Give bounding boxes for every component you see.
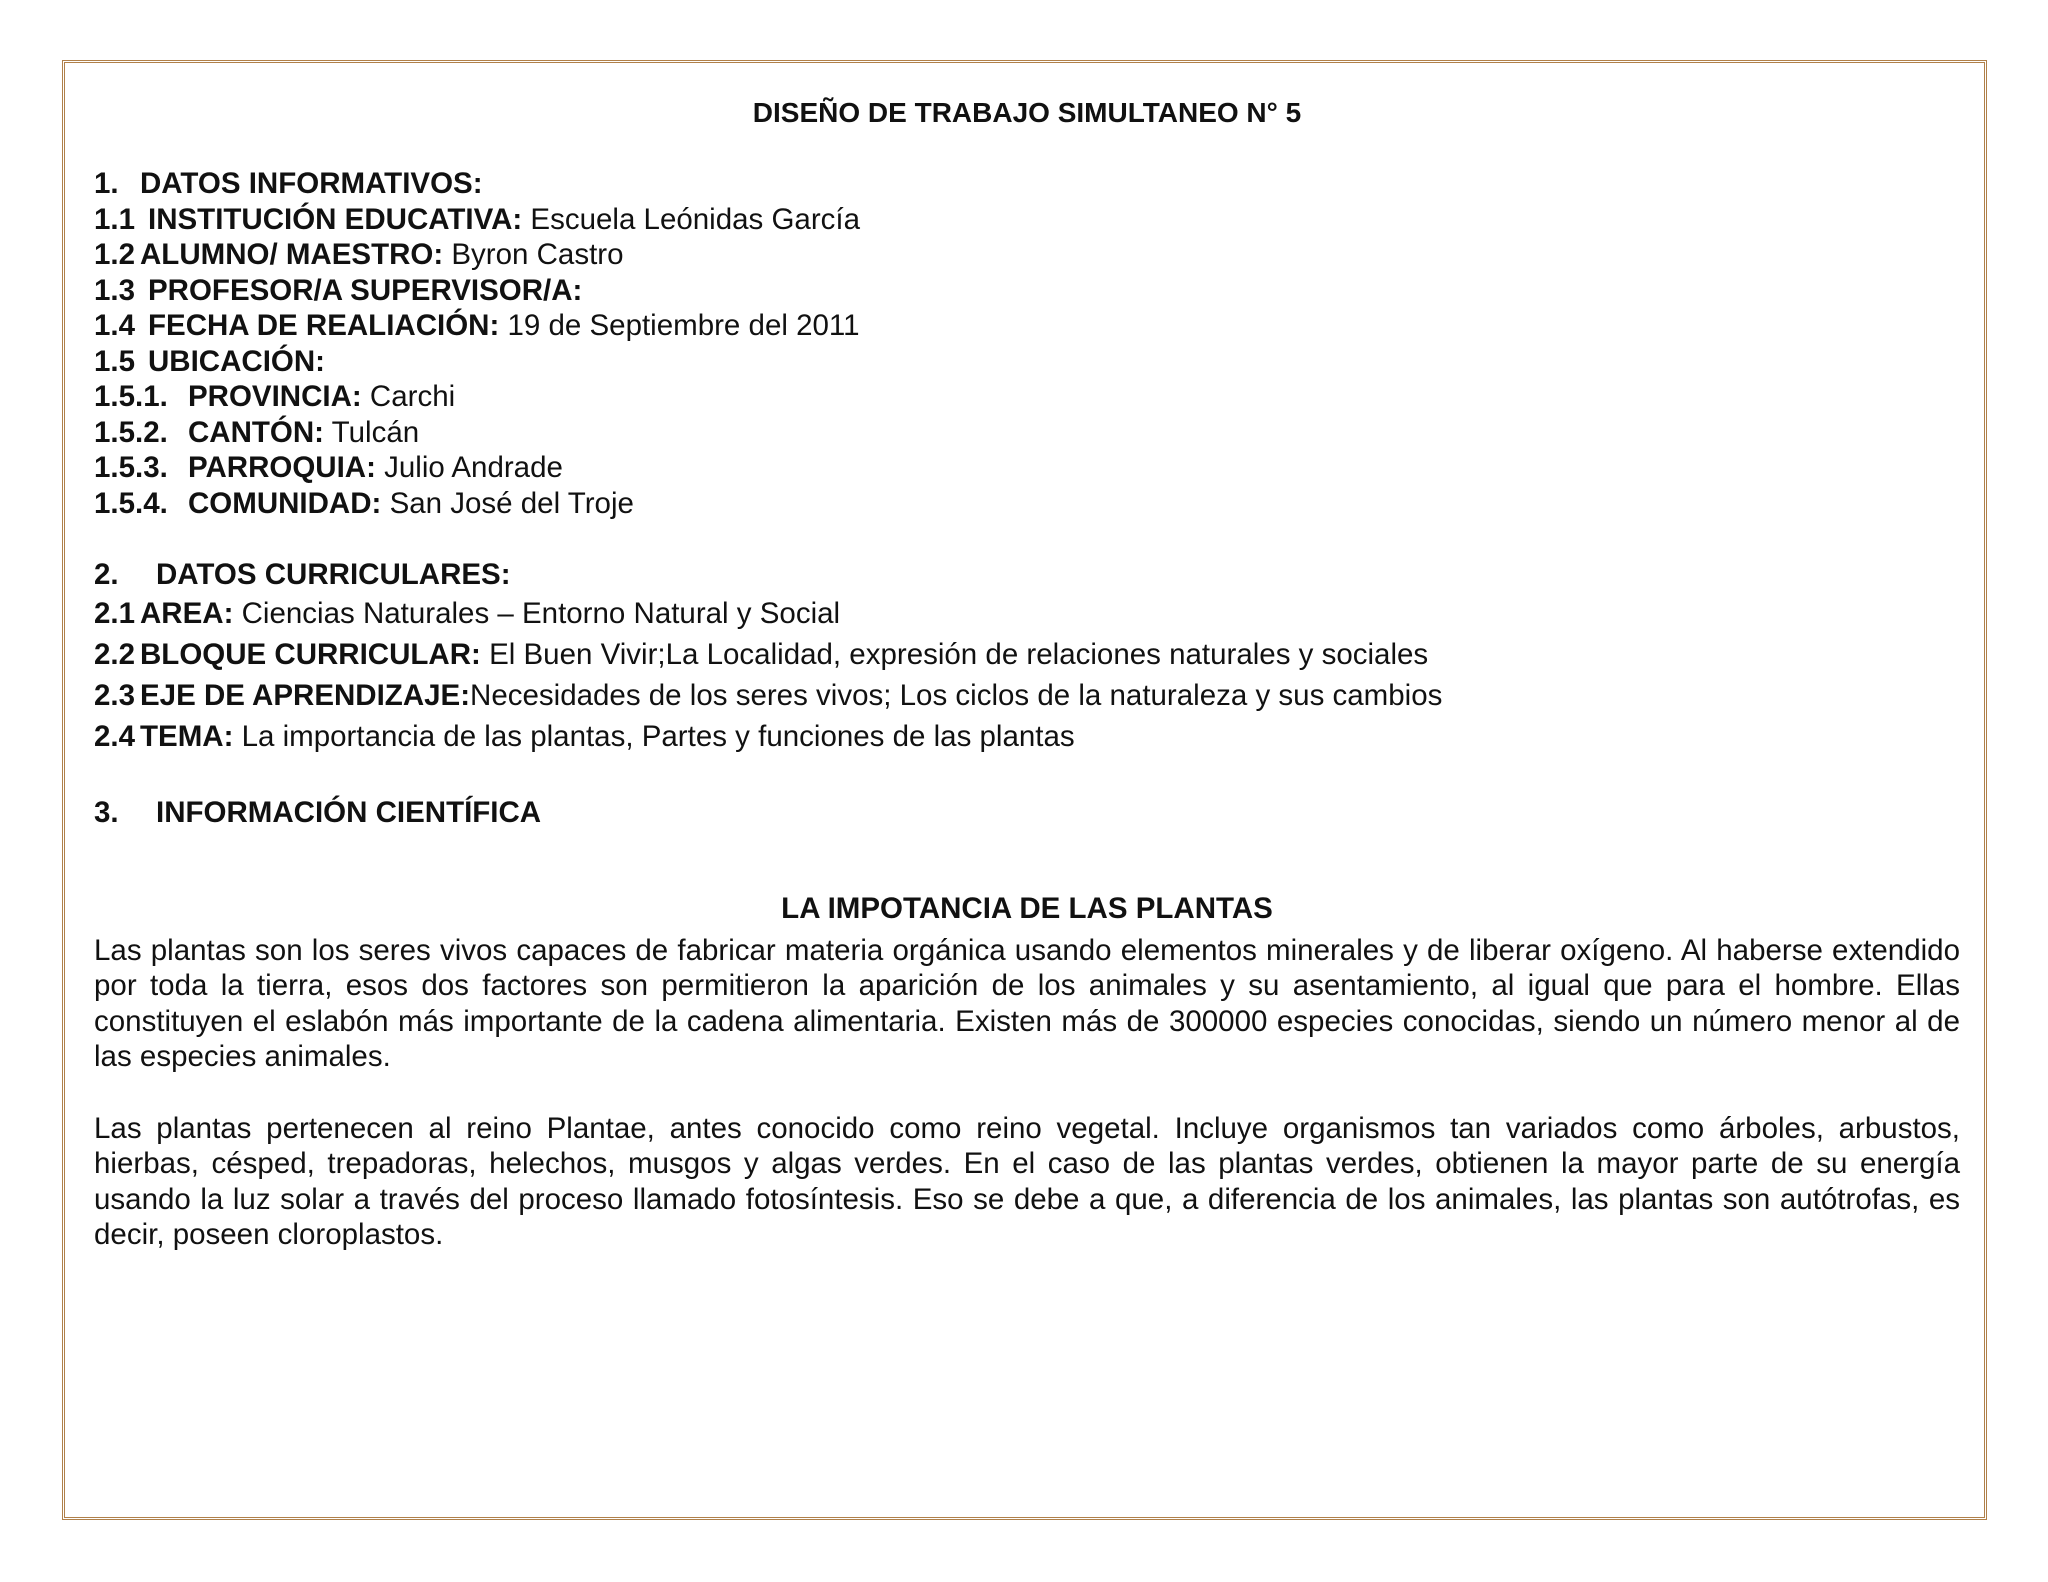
- item-value: Necesidades de los seres vivos; Los ciclos de la naturaleza y sus cambios: [470, 679, 1443, 712]
- item-number: 2.1: [94, 597, 136, 630]
- item-number: 1.5: [94, 344, 136, 378]
- article-paragraph: Las plantas pertenecen al reino Plantae, antes conocido como reino vegetal. Incluye organismos tan variados como árboles, arbustos, hierbas, césped, trepadoras, helechos, musgos y algas verdes. En el caso de las plantas verdes, obtienen la mayor parte de su energía usando la luz solar a través del proceso llamado fotosíntesis. Eso se debe a que, a diferencia de los animales, las plantas son autótrofas, es decir, poseen cloroplastos.: [94, 1111, 1960, 1251]
- item-value: Byron Castro: [443, 238, 624, 271]
- location-item: [94, 379, 1960, 415]
- section-datos-curriculares: [94, 557, 1960, 757]
- item-value: La importancia de las plantas, Partes y funciones de las plantas: [233, 720, 1075, 753]
- section-title: DATOS INFORMATIVOS:: [140, 167, 483, 200]
- item-value: San José del Troje: [381, 486, 634, 520]
- location-item: [94, 450, 1960, 486]
- section-2-heading: [94, 557, 1960, 593]
- item-number: 1.5.2.: [94, 415, 168, 449]
- section-number: 2.: [94, 558, 119, 591]
- item-number: 1.5.3.: [94, 451, 168, 484]
- item-label: UBICACIÓN:: [148, 344, 325, 378]
- item-label: COMUNIDAD:: [188, 486, 382, 520]
- item-label: INSTITUCIÓN EDUCATIVA:: [148, 202, 523, 236]
- item-value: Carchi: [361, 380, 456, 413]
- item-label: ALUMNO/ MAESTRO:: [140, 238, 444, 271]
- item-number: 1.1: [94, 202, 136, 236]
- location-item: [94, 415, 1960, 451]
- item-number: 1.5.1.: [94, 380, 168, 413]
- item-value: 19 de Septiembre del 2011: [499, 309, 860, 342]
- item-label: PROVINCIA:: [188, 380, 362, 413]
- section-3-heading: [94, 795, 1960, 831]
- info-item: [94, 308, 1960, 344]
- curricular-item: [94, 634, 1960, 675]
- section-title: DATOS CURRICULARES:: [156, 558, 511, 591]
- item-value: El Buen Vivir;La Localidad, expresión de relaciones naturales y sociales: [480, 638, 1429, 671]
- curricular-item: [94, 716, 1960, 757]
- info-item: [94, 273, 1960, 309]
- item-number: 1.2: [94, 238, 136, 271]
- item-value: Julio Andrade: [375, 451, 563, 484]
- info-item: [94, 344, 1960, 380]
- item-label: PROFESOR/A SUPERVISOR/A:: [148, 273, 583, 307]
- section-1-heading: [94, 166, 1960, 202]
- item-label: AREA:: [140, 597, 234, 630]
- item-label: PARROQUIA:: [188, 451, 376, 484]
- section-number: 1.: [94, 167, 119, 200]
- item-label: TEMA:: [140, 720, 234, 753]
- info-item: [94, 202, 1960, 238]
- item-number: 1.5.4.: [94, 486, 168, 520]
- item-number: 1.3: [94, 273, 136, 307]
- document-content: [94, 96, 1960, 1253]
- item-value: Tulcán: [324, 415, 420, 449]
- item-number: 2.4: [94, 720, 136, 753]
- item-label: FECHA DE REALIACIÓN:: [148, 309, 500, 342]
- section-title: INFORMACIÓN CIENTÍFICA: [156, 796, 542, 829]
- item-value: Escuela Leónidas García: [522, 202, 861, 236]
- item-value: Ciencias Naturales – Entorno Natural y Social: [233, 597, 841, 630]
- section-datos-informativos: [94, 166, 1960, 521]
- article-title: LA IMPOTANCIA DE LAS PLANTAS: [781, 891, 1273, 925]
- location-item: [94, 486, 1960, 522]
- item-label: BLOQUE CURRICULAR:: [140, 638, 481, 671]
- item-label: EJE DE APRENDIZAJE:: [140, 679, 471, 712]
- info-item: [94, 237, 1960, 273]
- item-number: 2.3: [94, 679, 136, 712]
- document-title: DISEÑO DE TRABAJO SIMULTANEO N° 5: [752, 97, 1302, 128]
- article-paragraph: Las plantas son los seres vivos capaces de fabricar materia orgánica usando elementos minerales y de liberar oxígeno. Al haberse extendido por toda la tierra, esos dos factores son permitieron la aparición de los animales y su asentamiento, al igual que para el hombre. Ellas constituyen el eslabón más importante de la cadena alimentaria. Existen más de 300000 especies conocidas, siendo un número menor al de las especies animales.: [94, 933, 1960, 1073]
- curricular-item: [94, 593, 1960, 634]
- curricular-item: [94, 675, 1960, 716]
- item-label: CANTÓN:: [188, 415, 325, 449]
- item-number: 1.4: [94, 309, 136, 342]
- item-number: 2.2: [94, 638, 136, 671]
- section-number: 3.: [94, 796, 119, 829]
